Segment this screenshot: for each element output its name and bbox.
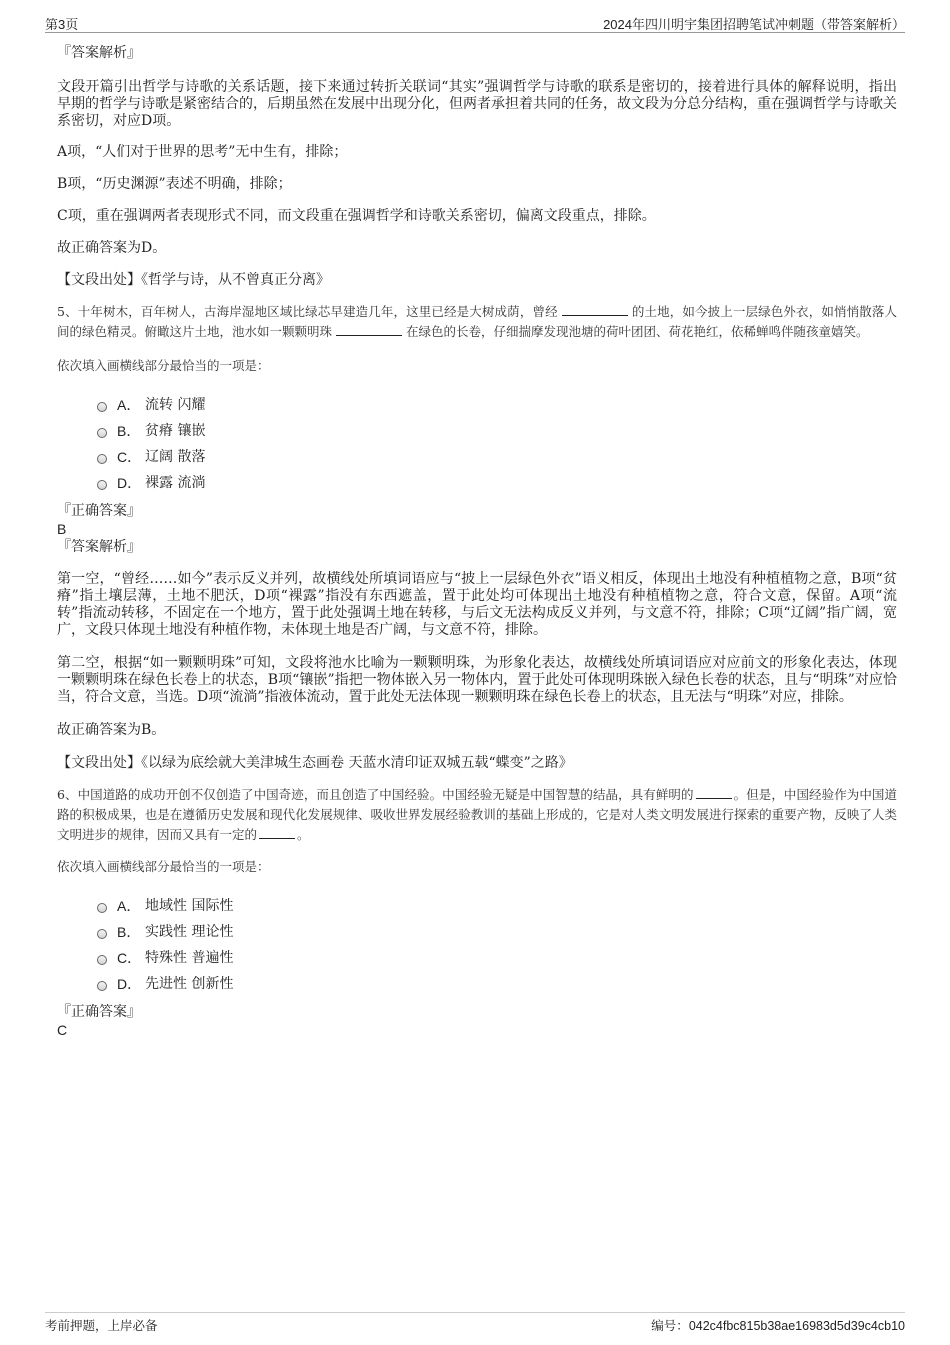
radio-button-icon[interactable]	[97, 955, 107, 965]
analysis-conclusion: 故正确答案为D。	[57, 240, 167, 256]
analysis-paragraph: 第一空，“曾经……如今”表示反义并列，故横线处所填词语应与“披上一层绿色外衣”语义相反，体现出土地没有种植植物之意，B项“贫瘠”指土壤层薄，土地不肥沃，D项“裸露”指没有东西遮盖，置于此处均可体现出土地没有种植植物之意，符合文意，保留。A项“流转”指流动转移，不固定在一个地方，置于此处强调土地在转移，与后文无法构成反义并列，与文意不符，排除；C项“辽阔”指广阔，宽广，文段只体现土地没有种植作物，未体现土地是否广阔，与文意不符，排除。	[57, 571, 897, 638]
radio-button-icon[interactable]	[97, 903, 107, 913]
correct-answer: B	[57, 521, 67, 537]
question-prompt: 依次填入画横线部分最恰当的一项是：	[57, 859, 270, 874]
option-text: 地域性 国际性	[145, 898, 234, 914]
question-5-stem: 5、十年树木，百年树人，古海岸湿地区域比绿芯早建造几年，这里已经是大树成荫，曾经 的土地，如今披上一层绿色外衣，如悄悄散落人间的绿色精灵。俯瞰这片土地，池水如一颗颗明珠 在绿色的长卷，仔细揣摩发现池塘的荷叶团团、荷花艳红，依稀蝉鸣伴随孩童嬉笑。	[57, 304, 897, 339]
option-text: 贫瘠 镶嵌	[145, 423, 206, 439]
radio-button-icon[interactable]	[97, 428, 107, 438]
analysis-paragraph: B项，“历史渊源”表述不明确，排除；	[57, 176, 292, 192]
correct-answer-tag: 『正确答案』	[57, 503, 141, 519]
option-a[interactable]: A． 地域性 国际性	[97, 893, 897, 919]
option-d[interactable]: D． 先进性 创新性	[97, 971, 897, 997]
option-text: 裸露 流淌	[145, 475, 206, 491]
option-b[interactable]: B． 实践性 理论性	[97, 919, 897, 945]
question-5-options	[97, 392, 897, 496]
option-d[interactable]: D． 裸露 流淌	[97, 470, 897, 496]
option-b[interactable]: B． 贫瘠 镶嵌	[97, 418, 897, 444]
source-citation: 【文段出处】《以绿为底绘就大美津城生态画卷 天蓝水清印证双城五载“蝶变”之路》	[57, 755, 573, 771]
page-number: 第3页	[45, 17, 79, 32]
option-text: 先进性 创新性	[145, 976, 234, 992]
radio-button-icon[interactable]	[97, 402, 107, 412]
fill-blank	[696, 786, 732, 799]
page-header	[45, 12, 905, 33]
document-code: 编号：042c4fbc815b38ae16983d5d39c4cb10	[651, 1319, 905, 1333]
analysis-tag: 『答案解析』	[57, 539, 141, 555]
correct-answer-tag: 『正确答案』	[57, 1004, 141, 1020]
question-prompt: 依次填入画横线部分最恰当的一项是：	[57, 358, 270, 373]
question-6-options	[97, 893, 897, 997]
source-citation: 【文段出处】《哲学与诗，从不曾真正分离》	[57, 272, 330, 288]
fill-blank	[259, 826, 295, 839]
radio-button-icon[interactable]	[97, 929, 107, 939]
analysis-paragraph: 文段开篇引出哲学与诗歌的关系话题，接下来通过转折关联词“其实”强调哲学与诗歌的联系是密切的，接着进行具体的解释说明，指出早期的哲学与诗歌是紧密结合的，后期虽然在发展中出现分化，但两者承担着共同的任务，故文段为分总分结构，重在强调哲学与诗歌关系密切，对应D项。	[57, 79, 897, 129]
radio-button-icon[interactable]	[97, 480, 107, 490]
page-footer	[45, 1312, 905, 1337]
option-c[interactable]: C． 特殊性 普遍性	[97, 945, 897, 971]
document-title: 2024年四川明宇集团招聘笔试冲刺题（带答案解析）	[603, 17, 905, 32]
fill-blank	[562, 303, 628, 316]
fill-blank	[336, 323, 402, 336]
radio-button-icon[interactable]	[97, 454, 107, 464]
option-text: 辽阔 散落	[145, 449, 206, 465]
analysis-paragraph: C项，重在强调两者表现形式不同，而文段重在强调哲学和诗歌关系密切，偏离文段重点，排除。	[57, 208, 656, 224]
option-a[interactable]: A． 流转 闪耀	[97, 392, 897, 418]
analysis-paragraph: 第二空，根据“如一颗颗明珠”可知，文段将池水比喻为一颗颗明珠，为形象化表达，故横线处所填词语应对应前文的形象化表达，体现一颗颗明珠在绿色长卷上的状态，B项“镶嵌”指把一物体嵌入另一物体内，置于此处可体现明珠嵌入绿色长卷的状态，且与“明珠”对应恰当，符合文意，当选。D项“流淌”指液体流动，置于此处无法体现一颗颗明珠在绿色长卷上的状态，且无法与“明珠”对应，排除。	[57, 655, 897, 705]
page-content	[57, 44, 897, 1039]
option-c[interactable]: C． 辽阔 散落	[97, 444, 897, 470]
question-6-stem: 6、中国道路的成功开创不仅创造了中国奇迹，而且创造了中国经验。中国经验无疑是中国智慧的结晶，具有鲜明的 。但是，中国经验作为中国道路的积极成果，也是在遵循历史发展和现代化发展规律、吸收世界发展经验教训的基础上形成的，它是对人类文明发展进行探索的重要产物，反映了人类文明进步的规律，因而又具有一定的 。	[57, 787, 897, 842]
radio-button-icon[interactable]	[97, 981, 107, 991]
analysis-paragraph: A项，“人们对于世界的思考”无中生有，排除；	[57, 144, 348, 160]
option-text: 流转 闪耀	[145, 397, 206, 413]
analysis-conclusion: 故正确答案为B。	[57, 722, 166, 738]
option-text: 实践性 理论性	[145, 924, 234, 940]
footer-slogan: 考前押题，上岸必备	[45, 1319, 158, 1333]
option-text: 特殊性 普遍性	[145, 950, 234, 966]
analysis-tag: 『答案解析』	[57, 45, 141, 61]
correct-answer: C	[57, 1022, 68, 1038]
